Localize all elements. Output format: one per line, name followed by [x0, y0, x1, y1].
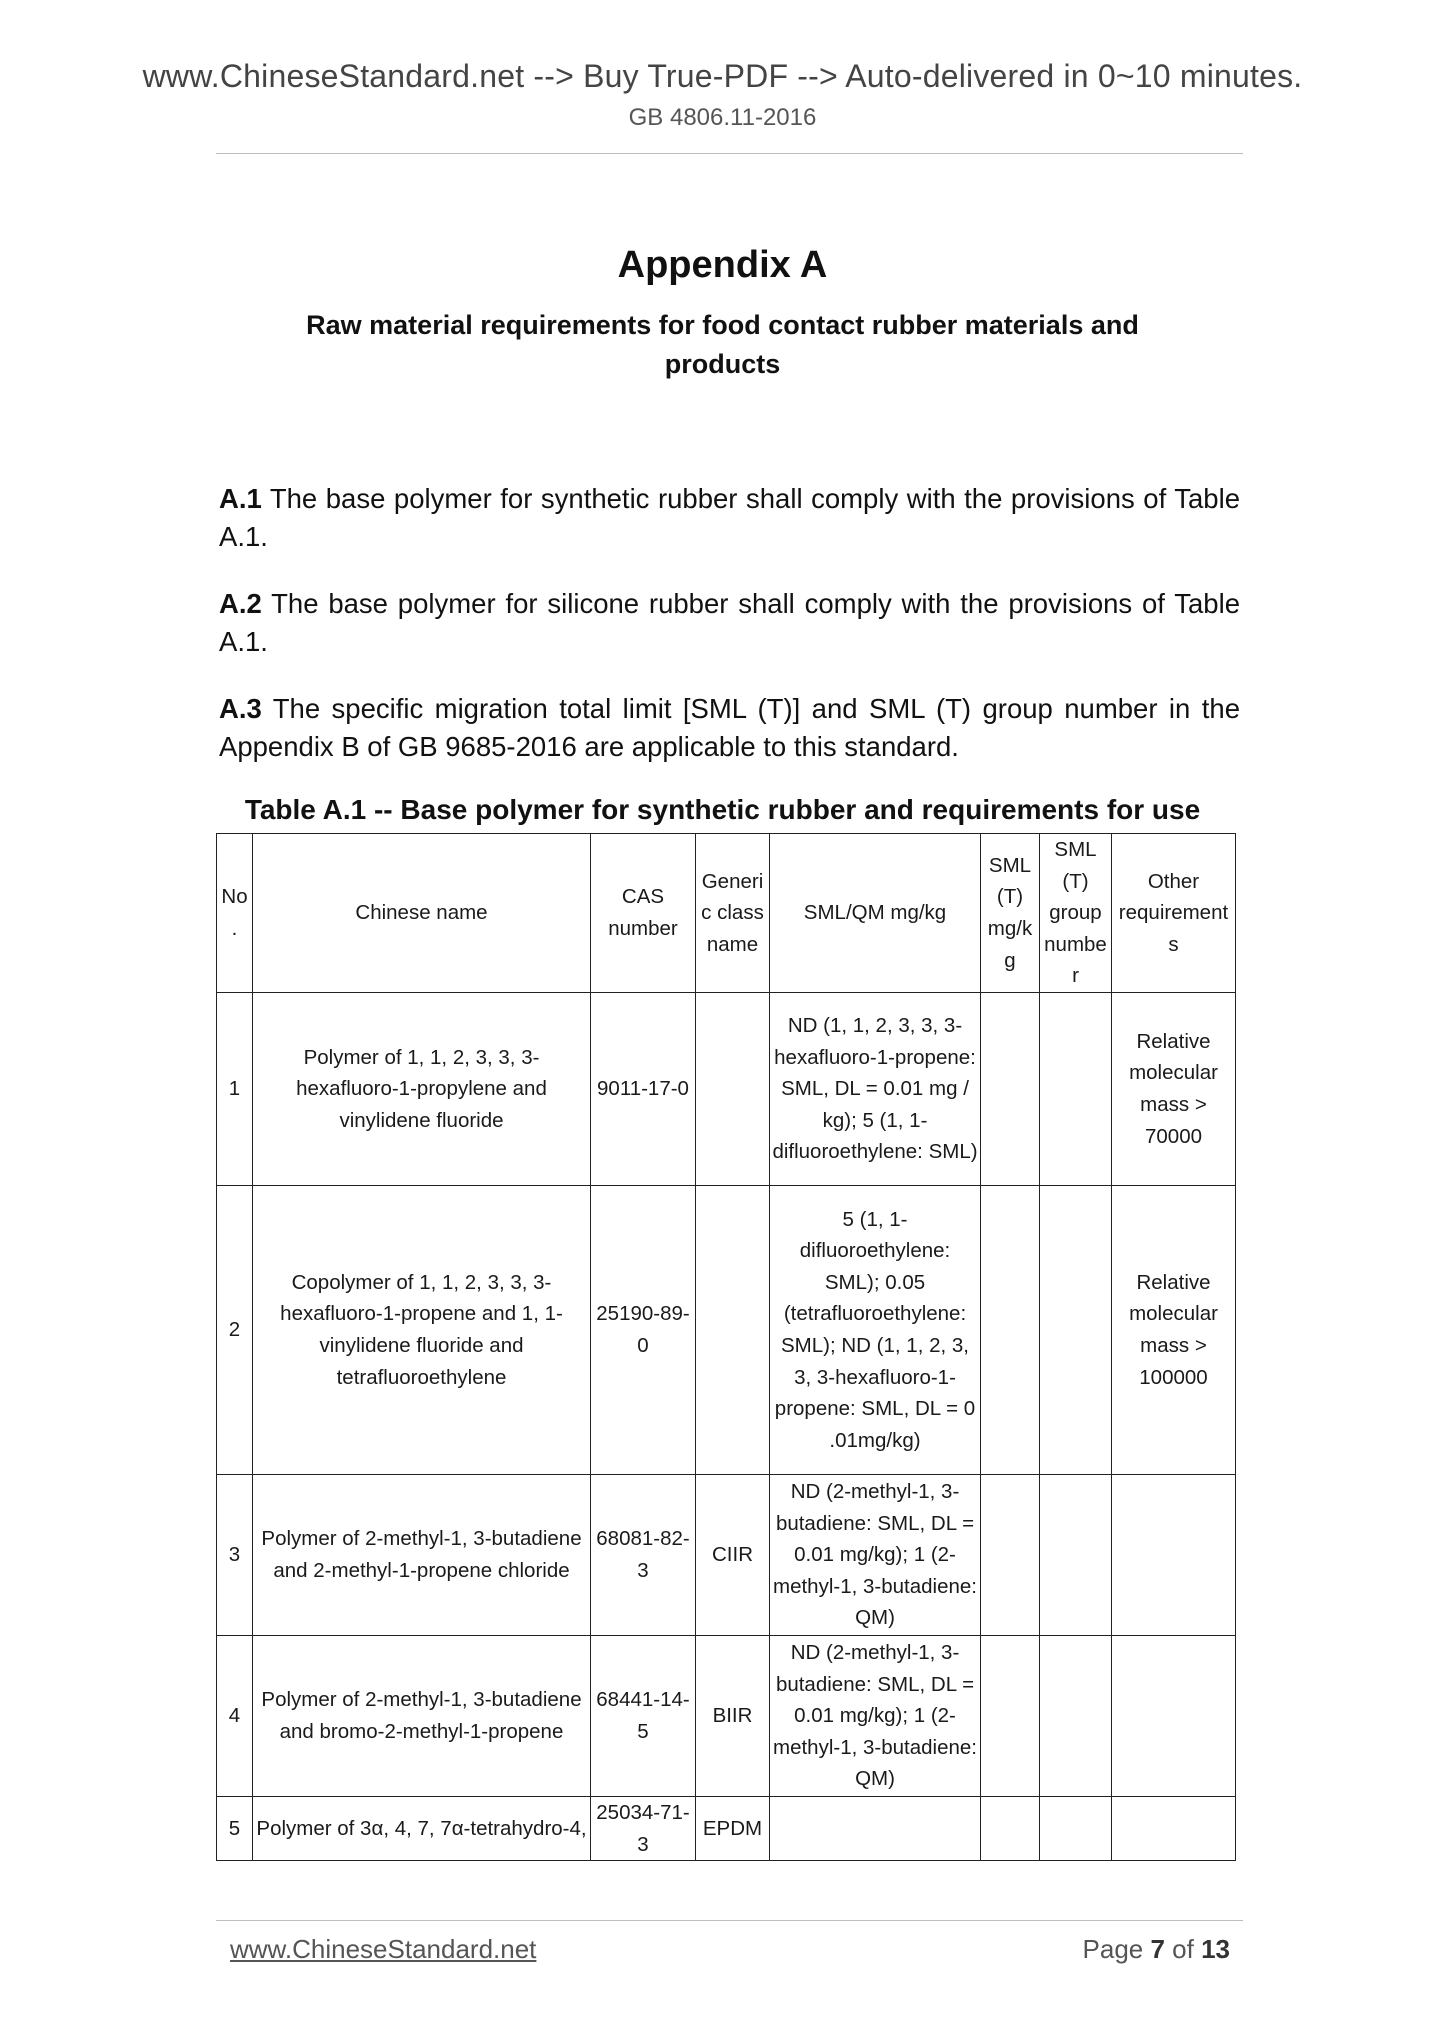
cell-cas: 25190-89-0 — [591, 1185, 696, 1474]
cell-no: 3 — [217, 1474, 253, 1635]
cell-no: 2 — [217, 1185, 253, 1474]
col-header-no: No. — [217, 834, 253, 993]
col-header-cas: CAS number — [591, 834, 696, 993]
cell-generic — [696, 992, 770, 1185]
cell-sml-qm: ND (1, 1, 2, 3, 3, 3-hexafluoro-1-propene: SML, DL = 0.01 mg / kg); 5 (1, 1-difluoroethylene: SML) — [770, 992, 981, 1185]
header-banner: www.ChineseStandard.net --> Buy True-PDF --> Auto-delivered in 0~10 minutes. — [142, 58, 1303, 94]
clause-number: A.2 — [219, 588, 262, 619]
cell-generic: CIIR — [696, 1474, 770, 1635]
clause-a3 — [219, 690, 1240, 766]
table-row — [217, 1185, 1236, 1474]
col-header-sml-qm: SML/QM mg/kg — [770, 834, 981, 993]
cell-sml-qm: ND (2-methyl-1, 3-butadiene: SML, DL = 0.01 mg/kg); 1 (2-methyl-1, 3-butadiene: QM) — [770, 1635, 981, 1796]
cell-no: 1 — [217, 992, 253, 1185]
cell-generic: BIIR — [696, 1635, 770, 1796]
cell-sml-t-group — [1040, 1185, 1112, 1474]
cell-sml-t — [981, 1635, 1040, 1796]
cell-other — [1112, 1635, 1236, 1796]
base-polymer-table — [216, 833, 1236, 1861]
standard-number: GB 4806.11-2016 — [628, 104, 817, 131]
col-header-other: Other requirements — [1112, 834, 1236, 993]
cell-sml-qm: ND (2-methyl-1, 3-butadiene: SML, DL = 0.01 mg/kg); 1 (2-methyl-1, 3-butadiene: QM) — [770, 1474, 981, 1635]
cell-cas: 9011-17-0 — [591, 992, 696, 1185]
col-header-generic: Generic class name — [696, 834, 770, 993]
clause-number: A.1 — [219, 483, 262, 514]
cell-chinese-name: Polymer of 2-methyl-1, 3-butadiene and bromo-2-methyl-1-propene — [253, 1635, 591, 1796]
cell-no: 5 — [217, 1796, 253, 1860]
clause-a2 — [219, 585, 1240, 661]
appendix-title: Appendix A — [617, 244, 828, 286]
page-total: 13 — [1201, 1934, 1230, 1964]
table-row — [217, 1635, 1236, 1796]
cell-generic: EPDM — [696, 1796, 770, 1860]
cell-cas: 25034-71-3 — [591, 1796, 696, 1860]
table-row — [217, 1474, 1236, 1635]
table-row — [217, 992, 1236, 1185]
cell-sml-t-group — [1040, 992, 1112, 1185]
cell-chinese-name: Copolymer of 1, 1, 2, 3, 3, 3-hexafluoro-1-propene and 1, 1-vinylidene fluoride and tetrafluoroethylene — [253, 1185, 591, 1474]
table-header-row — [217, 834, 1236, 993]
cell-generic — [696, 1185, 770, 1474]
cell-chinese-name: Polymer of 3α, 4, 7, 7α-tetrahydro-4, — [253, 1796, 591, 1860]
table-caption: Table A.1 -- Base polymer for synthetic rubber and requirements for use — [244, 794, 1201, 825]
cell-sml-t-group — [1040, 1635, 1112, 1796]
header-divider — [216, 153, 1243, 154]
cell-sml-t-group — [1040, 1796, 1112, 1860]
clause-number: A.3 — [219, 693, 262, 724]
clause-text: The specific migration total limit [SML (T)] and SML (T) group number in the Appendix B of GB 9685-2016 are applicable to this standard. — [219, 693, 1240, 762]
col-header-sml-t: SML (T) mg/kg — [981, 834, 1040, 993]
cell-sml-t — [981, 1796, 1040, 1860]
cell-cas: 68441-14-5 — [591, 1635, 696, 1796]
cell-sml-t — [981, 992, 1040, 1185]
cell-sml-t — [981, 1474, 1040, 1635]
cell-other: Relative molecular mass > 70000 — [1112, 992, 1236, 1185]
footer-divider — [216, 1920, 1243, 1921]
cell-other — [1112, 1796, 1236, 1860]
page-current: 7 — [1150, 1934, 1165, 1964]
cell-other — [1112, 1474, 1236, 1635]
footer-site-link[interactable]: www.ChineseStandard.net — [230, 1934, 537, 1964]
cell-sml-t — [981, 1185, 1040, 1474]
page-separator: of — [1164, 1934, 1202, 1964]
table-row — [217, 1796, 1236, 1860]
cell-sml-qm — [770, 1796, 981, 1860]
col-header-sml-t-group: SML (T) group number — [1040, 834, 1112, 993]
cell-cas: 68081-82-3 — [591, 1474, 696, 1635]
page-prefix: Page — [1082, 1934, 1151, 1964]
cell-other: Relative molecular mass > 100000 — [1112, 1185, 1236, 1474]
cell-sml-t-group — [1040, 1474, 1112, 1635]
cell-chinese-name: Polymer of 2-methyl-1, 3-butadiene and 2-methyl-1-propene chloride — [253, 1474, 591, 1635]
page-indicator — [1083, 1934, 1230, 1965]
cell-no: 4 — [217, 1635, 253, 1796]
appendix-subtitle: Raw material requirements for food contact rubber materials and products — [306, 310, 1139, 379]
clause-text: The base polymer for silicone rubber shall comply with the provisions of Table A.1. — [219, 588, 1240, 657]
col-header-chinese-name: Chinese name — [253, 834, 591, 993]
clause-text: The base polymer for synthetic rubber shall comply with the provisions of Table A.1. — [219, 483, 1240, 552]
clause-a1 — [219, 480, 1240, 556]
cell-chinese-name: Polymer of 1, 1, 2, 3, 3, 3-hexafluoro-1-propylene and vinylidene fluoride — [253, 992, 591, 1185]
cell-sml-qm: 5 (1, 1-difluoroethylene: SML); 0.05 (tetrafluoroethylene: SML); ND (1, 1, 2, 3, 3, 3-hexafluoro-1-propene: SML, DL = 0 .01mg/kg) — [770, 1185, 981, 1474]
